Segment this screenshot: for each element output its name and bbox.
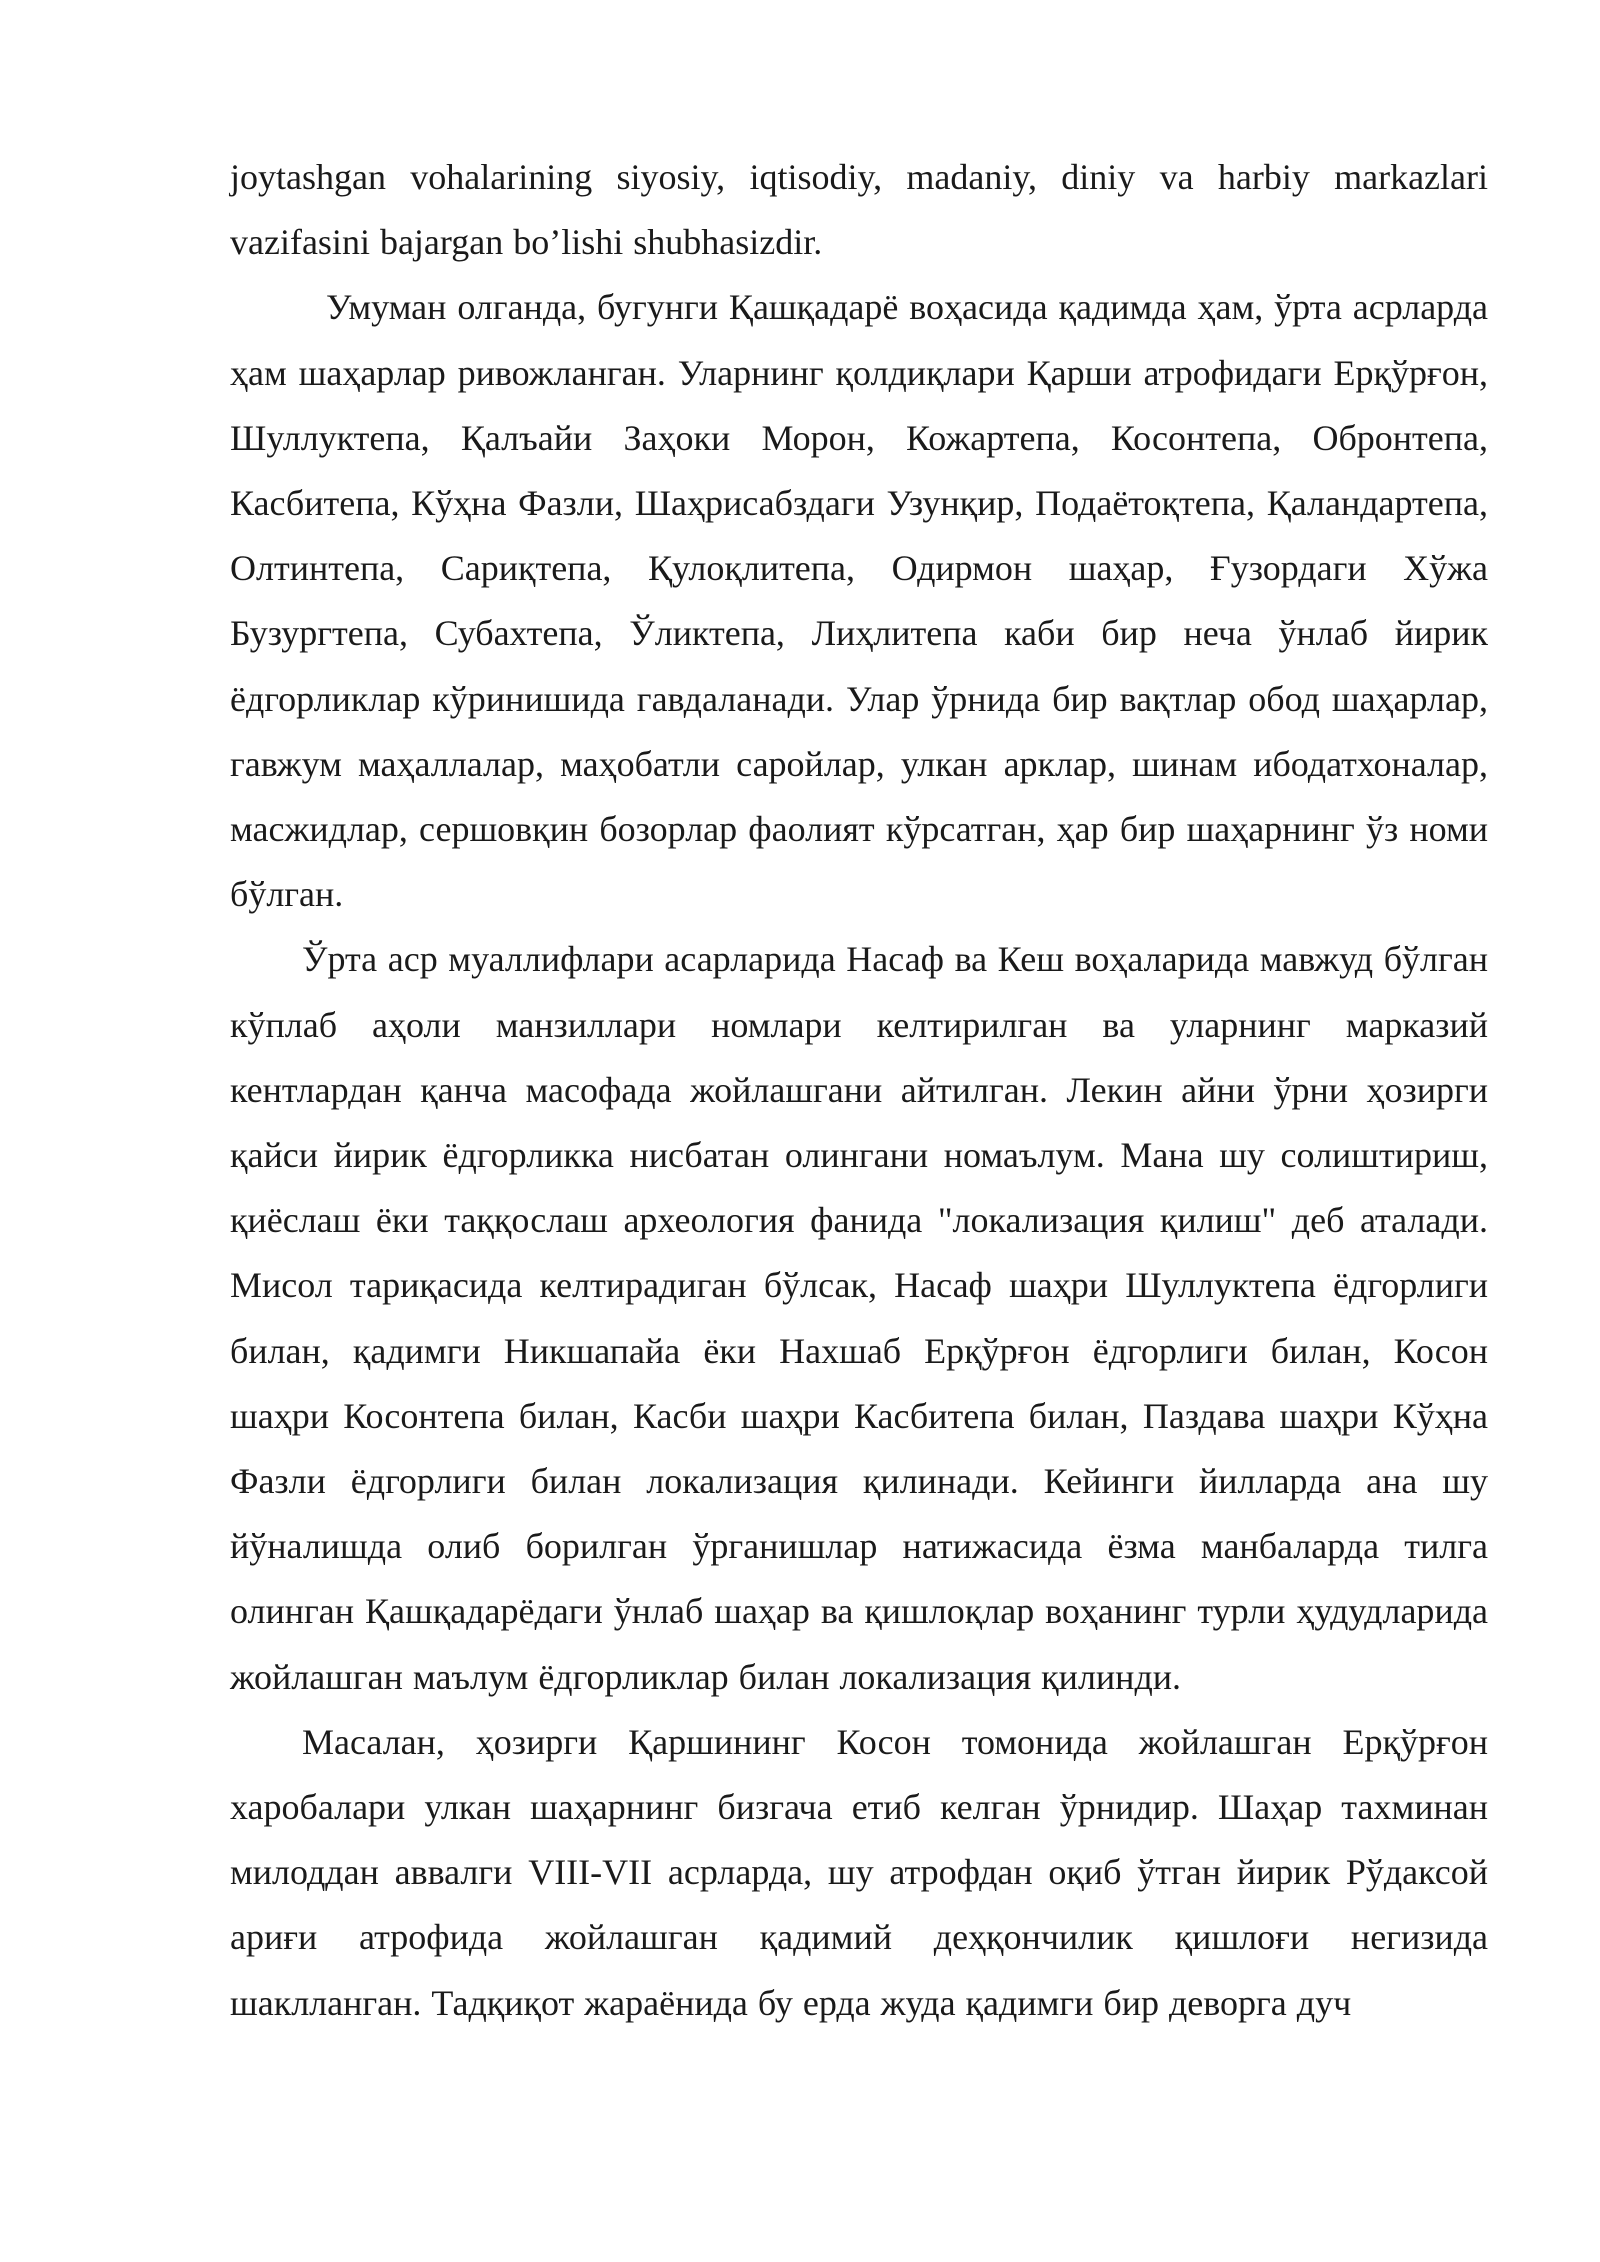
document-page [230,145,1488,2036]
paragraph-localization: Ўрта аср муаллифлари асарларида Насаф ва Кеш воҳаларида мавжуд бўлган кўплаб аҳоли манзиллари номлари келтирилган ва уларнинг марказий кентлардан қанча масофада жойлашгани айтилган. Лекин айни ўрни ҳозирги қайси йирик ёдгорликка нисбатан олингани номаълум. Мана шу солиштириш, қиёслаш ёки таққослаш археология фанида "локализация қилиш" деб аталади. Мисол тариқасида келтирадиган бўлсак, Насаф шаҳри Шуллуктепа ёдгорлиги билан, қадимги Никшапайа ёки Нахшаб Ерқўрғон ёдгорлиги билан, Косон шаҳри Косонтепа билан, Касби шаҳри Касбитепа билан, Паздава шаҳри Кўҳна Фазли ёдгорлиги билан локализация қилинади. Кейинги йилларда ана шу йўналишда олиб борилган ўрганишлар натижасида ёзма манбаларда тилга олинган Қашқадарёдаги ўнлаб шаҳар ва қишлоқлар воҳанинг турли ҳудудларида жойлашган маълум ёдгорликлар билан локализация қилинди. [230,939,1488,1697]
paragraph-erkurgan: Масалан, ҳозирги Қаршининг Косон томонида жойлашган Ерқўрғон харобалари улкан шаҳарнинг бизгача етиб келган ўрнидир. Шаҳар тахминан милоддан аввалги VIII-VII асрларда, шу атрофдан оқиб ўтган йирик Рўдаксой ариғи атрофида жойлашган қадимий деҳқончилик қишлоғи негизида шаклланган. Тадқиқот жараёнида бу ерда жуда қадимги бир деворга дуч [230,1721,1488,2023]
paragraph-continuation: joytashgan vohalarining siyosiy, iqtisodiy, madaniy, diniy va harbiy markazlari vazifasini bajargan bo’lishi shubhasizdir. [230,157,1488,263]
paragraph-cities-overview: Умуман олганда, бугунги Қашқадарё воҳасида қадимда ҳам, ўрта асрларда ҳам шаҳарлар ривожланган. Уларнинг қолдиқлари Қарши атрофидаги Ерқўрғон, Шуллуктепа, Қалъайи Заҳоки Морон, Кожартепа, Косонтепа, Обронтепа, Касбитепа, Кўҳна Фазли, Шаҳрисабздаги Узунқир, Подаётоқтепа, Қаландартепа, Олтинтепа, Сариқтепа, Қулоқлитепа, Одирмон шаҳар, Ғузордаги Хўжа Бузургтепа, Субахтепа, Ўликтепа, Лиҳлитепа каби бир неча ўнлаб йирик ёдгорликлар кўринишида гавдаланади. Улар ўрнида бир вақтлар обод шаҳарлар, гавжум маҳаллалар, маҳобатли саройлар, улкан арклар, шинам ибодатхоналар, масжидлар, сершовқин бозорлар фаолият кўрсатган, ҳар бир шаҳарнинг ўз номи бўлган. [230,287,1488,915]
